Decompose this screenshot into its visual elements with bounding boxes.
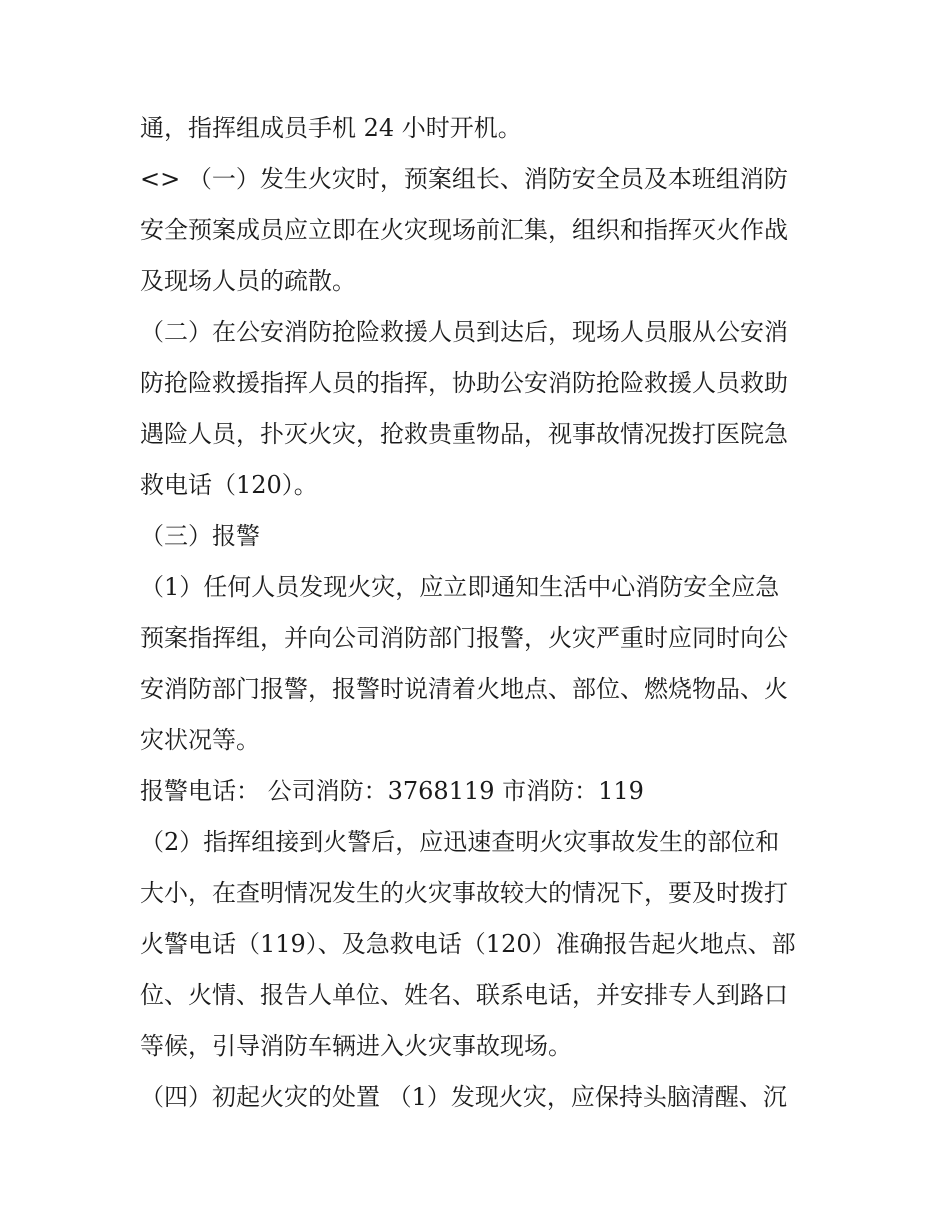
- text-line: （二）在公安消防抢险救援人员到达后，现场人员服从公安消: [140, 318, 788, 346]
- text-line: 等候，引导消防车辆进入火灾事故现场。: [140, 1032, 572, 1060]
- text-line: 安消防部门报警，报警时说清着火地点、部位、燃烧物品、火: [140, 675, 788, 703]
- text-line: （1）任何人员发现火灾，应立即通知生活中心消防安全应急: [140, 573, 780, 601]
- text-line: 报警电话： 公司消防：3768119 市消防：119: [140, 777, 644, 805]
- text-line: 大小，在查明情况发生的火灾事故较大的情况下，要及时拨打: [140, 879, 788, 907]
- text-line: （2）指挥组接到火警后，应迅速查明火灾事故发生的部位和: [140, 828, 780, 856]
- text-line: 通，指挥组成员手机 24 小时开机。: [140, 114, 522, 142]
- text-line: 安全预案成员应立即在火灾现场前汇集，组织和指挥灭火作战: [140, 216, 788, 244]
- text-line: 灾状况等。: [140, 726, 260, 754]
- text-line: 火警电话（119）、及急救电话（120）准确报告起火地点、部: [140, 930, 796, 958]
- text-line: （四）初起火灾的处置 （1）发现火灾，应保持头脑清醒、沉: [140, 1083, 787, 1111]
- text-line: 预案指挥组，并向公司消防部门报警，火灾严重时应同时向公: [140, 624, 788, 652]
- text-line: 救电话（120）。: [140, 471, 318, 499]
- text-line: 位、火情、报告人单位、姓名、联系电话，并安排专人到路口: [140, 981, 788, 1009]
- text-line: 防抢险救援指挥人员的指挥，协助公安消防抢险救援人员救助: [140, 369, 788, 397]
- text-line: （三）报警: [140, 522, 260, 550]
- text-line: 遇险人员，扑灭火灾，抢救贵重物品，视事故情况拨打医院急: [140, 420, 788, 448]
- text-line: <> （一）发生火灾时，预案组长、消防安全员及本班组消防: [140, 165, 788, 193]
- text-line: 及现场人员的疏散。: [140, 267, 356, 295]
